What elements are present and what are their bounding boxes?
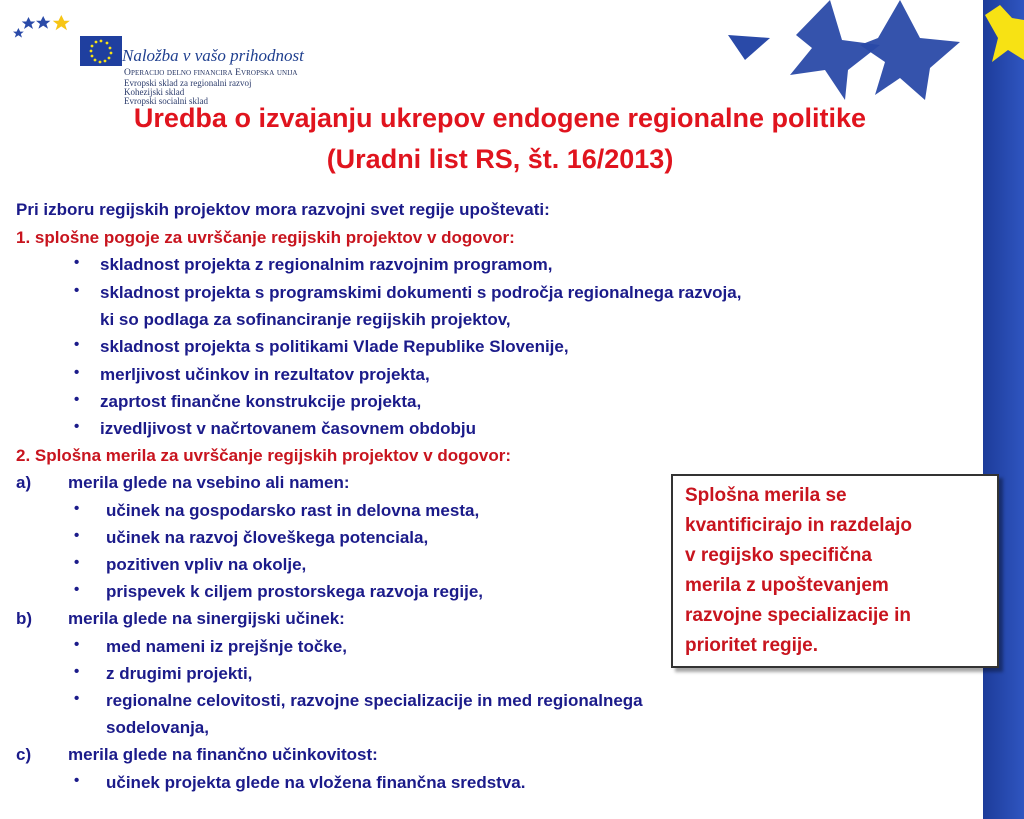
bullet: •	[74, 663, 80, 680]
logo-tagline: Naložba v vašo prihodnost	[122, 46, 304, 65]
bullet: •	[74, 581, 80, 598]
callout-line: prioritet regije.	[685, 635, 819, 656]
list-item: skladnost projekta s programskimi dokumenti s področja regionalnega razvoja,	[100, 283, 742, 302]
sub-b-marker: b)	[16, 609, 33, 628]
list-item: med nameni iz prejšnje točke,	[106, 637, 347, 656]
callout-line: razvojne specializacije in	[685, 605, 911, 626]
list-item: pozitiven vpliv na okolje,	[106, 555, 307, 574]
list-item: zaprtost finančne konstrukcije projekta,	[100, 392, 422, 411]
logo-program: Operacijo delno financira Evropska unija	[124, 68, 298, 78]
callout-line: merila z upoštevanjem	[685, 575, 889, 596]
list-item: merljivost učinkov in rezultatov projekta,	[100, 365, 430, 384]
list-item: z drugimi projekti,	[106, 664, 253, 683]
bullet: •	[74, 364, 80, 381]
small-star-icon	[53, 15, 70, 30]
sub-a-label: merila glede na vsebino ali namen:	[68, 473, 350, 492]
list-item: skladnost projekta z regionalnim razvojnim programom,	[100, 255, 553, 274]
star-icon	[860, 0, 960, 100]
list-item-continuation: ki so podlaga za sofinanciranje regijskih projektov,	[100, 310, 511, 329]
list-item: regionalne celovitosti, razvojne specializacije in med regionalnega	[106, 691, 643, 710]
star-icon	[790, 0, 880, 100]
page-subtitle: (Uradni list RS, št. 16/2013)	[326, 144, 674, 174]
list-item: učinek na gospodarsko rast in delovna mesta,	[106, 501, 480, 520]
bullet: •	[74, 254, 80, 271]
eu-logo	[10, 10, 122, 80]
bullet: •	[74, 772, 80, 789]
logo-fund-erdf: Evropski sklad za regionalni razvoj	[124, 78, 252, 88]
sub-c-label: merila glede na finančno učinkovitost:	[68, 745, 378, 764]
callout-line: kvantificirajo in razdelajo	[685, 515, 913, 536]
small-star-icon	[13, 28, 24, 38]
star-icon	[728, 35, 770, 60]
bullet: •	[74, 282, 80, 299]
bullet: •	[74, 418, 80, 435]
callout-line: v regijsko specifična	[685, 545, 872, 566]
list-item: prispevek k ciljem prostorskega razvoja regije,	[106, 582, 484, 601]
section2-heading: 2. Splošna merila za uvrščanje regijskih projektov v dogovor:	[16, 446, 512, 465]
logo-fund-cohesion: Kohezijski sklad	[124, 87, 185, 97]
callout-box	[671, 474, 999, 668]
bullet: •	[74, 636, 80, 653]
bullet: •	[74, 690, 80, 707]
list-item: učinek projekta glede na vložena finančna sredstva.	[106, 773, 526, 792]
small-star-icon	[36, 16, 50, 29]
intro-text: Pri izboru regijskih projektov mora razvojni svet regije upoštevati:	[16, 200, 550, 219]
bullet: •	[74, 500, 80, 517]
sub-c-marker: c)	[16, 745, 32, 764]
list-item: izvedljivost v načrtovanem časovnem obdobju	[100, 419, 476, 438]
section1-heading: 1. splošne pogoje za uvrščanje regijskih projektov v dogovor:	[16, 228, 515, 247]
sub-b-label: merila glede na sinergijski učinek:	[68, 609, 345, 628]
list-item-continuation: sodelovanja,	[106, 718, 209, 737]
small-star-icon	[22, 17, 36, 29]
list-item: učinek na razvoj človeškega potenciala,	[106, 528, 429, 547]
list-item: skladnost projekta s politikami Vlade Republike Slovenije,	[100, 337, 569, 356]
logo-fund-esf: Evropski socialni sklad	[124, 96, 208, 106]
page-title: Uredba o izvajanju ukrepov endogene regionalne politike	[133, 103, 867, 133]
sub-a-marker: a)	[16, 473, 32, 492]
callout-line: Splošna merila se	[685, 485, 847, 506]
bullet: •	[74, 554, 80, 571]
bullet: •	[74, 391, 80, 408]
bullet: •	[74, 527, 80, 544]
bullet: •	[74, 336, 80, 353]
